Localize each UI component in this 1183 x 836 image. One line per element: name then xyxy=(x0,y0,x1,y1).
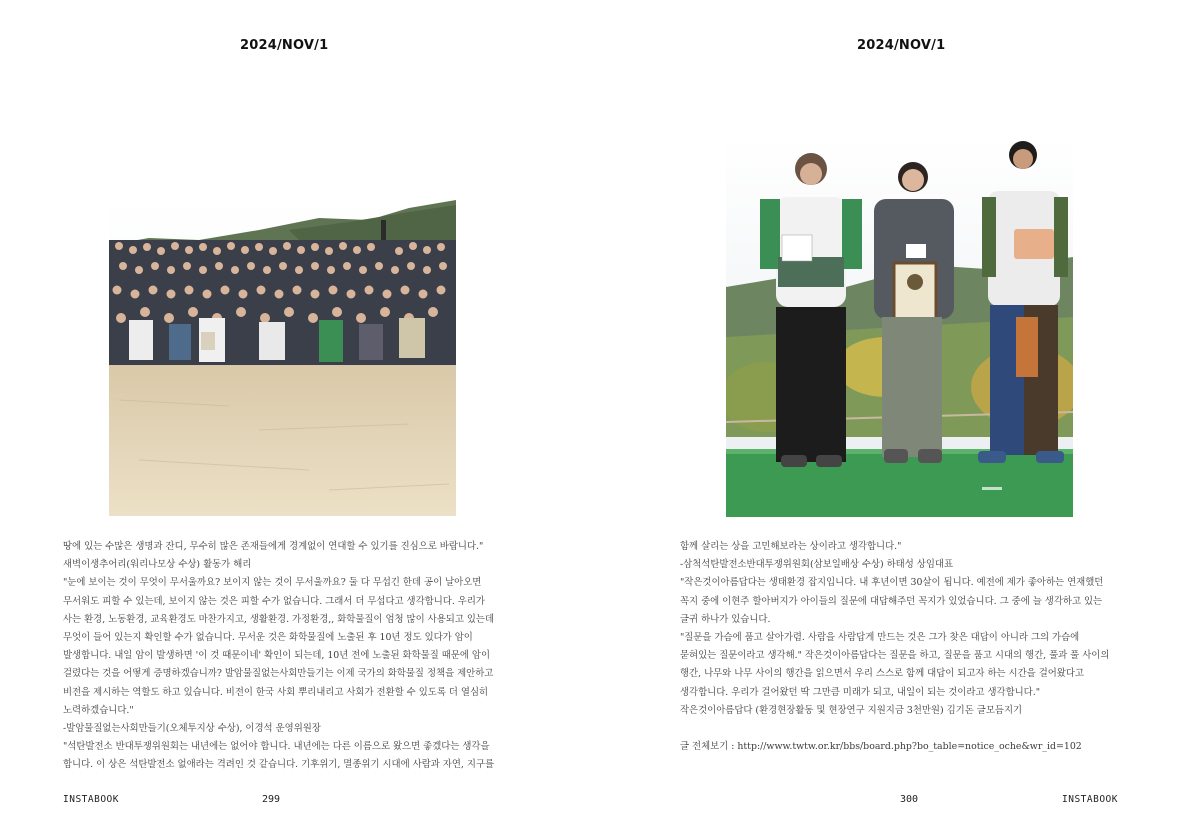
text-line: 합니다. 이 상은 석탄발전소 없애라는 격려인 것 같습니다. 기후위기, 멸종위기 시대에 사람과 자연, 지구를 xyxy=(63,759,495,771)
page-number: 299 xyxy=(262,794,281,805)
book-footer: INSTABOOK xyxy=(1062,794,1118,805)
text-line: 행간, 나무와 나무 사이의 행간을 읽으면서 우리 스스로 함께 대답이 되고자 하는 시간을 걸어왔다고 xyxy=(680,668,1084,680)
text-line: "작은것이아름답다는 생태환경 잡지입니다. 내 후년이면 30살이 됩니다. 예전에 제가 좋아하는 연재했던 xyxy=(680,577,1104,589)
text-line: 함께 살리는 상을 고민해보라는 상이라고 생각합니다." xyxy=(680,541,902,552)
text-line: 걸렸다는 것을 어떻게 증명하겠습니까? 발암물질없는사회만들기는 이제 국가의 화학물질 정책을 제안하고 xyxy=(63,668,494,680)
text-line xyxy=(680,720,1130,738)
award-photo xyxy=(726,137,1073,517)
text-line: "눈에 보이는 것이 무엇이 무서울까요? 보이지 않는 것이 무서울까요? 둘 다 무섭긴 한데 공이 날아오면 xyxy=(63,577,482,589)
text-line: 사는 환경, 노동환경, 교육환경도 마찬가지고, 생활환경. 가정환경,, 화학물질이 엄청 많이 사용되고 있는데 xyxy=(63,613,495,625)
text-line: 무엇이 들어 있는지 확인할 수가 없습니다. 무서운 것은 화학물질에 노출된 후 10년 정도 있다가 암이 xyxy=(63,632,473,644)
text-line: "질문을 가슴에 품고 살아가렴. 사람을 사람답게 만드는 것은 그가 찾은 대답이 아니라 그의 가슴에 xyxy=(680,632,1080,644)
page-date: 2024/NOV/1 xyxy=(857,38,946,53)
left-page xyxy=(0,0,591,836)
source-link[interactable]: 글 전체보기 : http://www.twtw.or.kr/bbs/board.php?bo_table=notice_oche&wr_id=102 xyxy=(680,741,1082,753)
text-line: 작은것이아름답다 (환경현장활동 및 현장연구 지원지금 3천만원) 김기돈 글모듬지기 xyxy=(680,704,1023,716)
text-line: 무서워도 피할 수 있는데, 보이지 않는 것은 피할 수가 없습니다. 그래서 더 무섭다고 생각합니다. 우리가 xyxy=(63,595,485,607)
text-line: -삼척석탄발전소반대투쟁위원회(삼보일배상 수상) 하태성 상임대표 xyxy=(680,559,954,571)
book-footer: INSTABOOK xyxy=(63,794,119,805)
text-line: 꼭지 중에 이현주 할아버지가 아이들의 질문에 대답해주던 꼭지가 있었습니다. 그 중에 늘 생각하고 있는 xyxy=(680,595,1103,607)
text-line: 땅에 있는 수많은 생명과 잔디, 무수히 많은 존재들에게 경계없이 연대할 수 있기를 진심으로 바랍니다." xyxy=(63,541,484,552)
page-date: 2024/NOV/1 xyxy=(240,38,329,53)
text-line: "석탄발전소 반대투쟁위원회는 내년에는 없어야 합니다. 내년에는 다른 이름으로 왔으면 좋겠다는 생각을 xyxy=(63,741,490,753)
text-line: -발암물질없는사회만들기(오체투지상 수상), 이경석 운영위원장 xyxy=(63,723,321,735)
text-line: 노력하겠습니다." xyxy=(63,704,134,716)
article-text xyxy=(680,538,1130,756)
text-line: 생각합니다. 우리가 걸어왔던 딱 그만큼 미래가 되고, 내일이 되는 것이라고 생각합니다." xyxy=(680,686,1041,698)
text-line: 묻혀있는 질문이라고 생각해." 작은것이아름답다는 질문을 하고, 질문을 품고 시대의 행간, 풀과 풀 사이의 xyxy=(680,650,1110,662)
page-number: 300 xyxy=(900,794,919,805)
text-line: 비전을 제시하는 역할도 하고 있습니다. 비전이 한국 사회 뿌리내리고 사회가 전환할 수 있도록 더 열심히 xyxy=(63,686,489,698)
article-text xyxy=(63,538,513,775)
group-photo xyxy=(109,200,456,516)
text-line: 글귀 하나가 있습니다. xyxy=(680,613,771,625)
text-line: 새벽이생추어리(워리나모상 수상) 활동가 해리 xyxy=(63,559,252,571)
text-line: 발생합니다. 내일 암이 발생하면 '이 것 때문이네' 확인이 되는데, 10년 전에 노출된 화학물질 때문에 암이 xyxy=(63,650,491,662)
right-page xyxy=(592,0,1183,836)
